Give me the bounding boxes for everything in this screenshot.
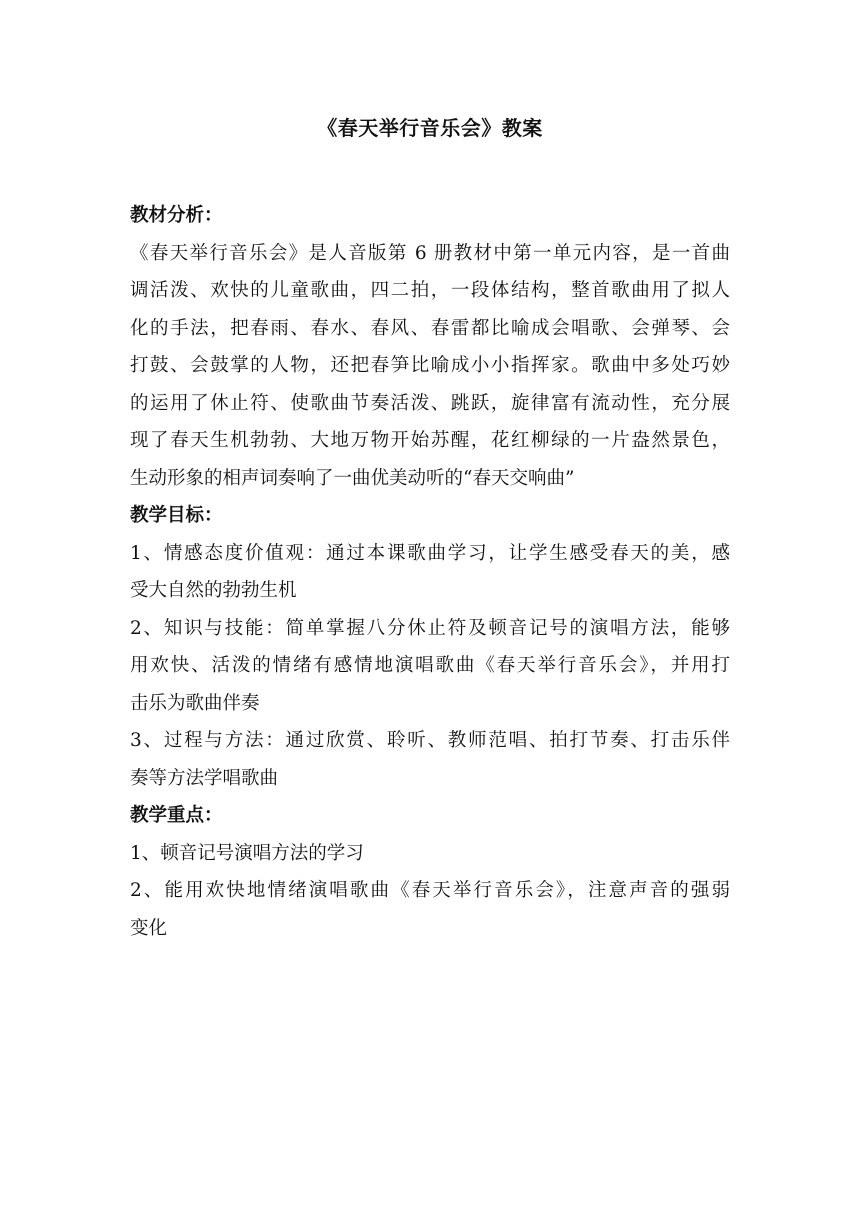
goal-line: 受大自然的勃勃生机 [130,580,297,601]
section-heading-keypoints: 教学重点： [130,805,223,826]
analysis-line: 打鼓、会鼓掌的人物，还把春笋比喻成小小指挥家。歌曲中多处巧妙 [130,355,730,376]
goal-line: 击乐为歌曲伴奏 [130,692,260,714]
analysis-line: 现了春天生机勃勃、大地万物开始苏醒，花红柳绿的一片盎然景色， [130,430,730,451]
goal-item-2 [130,610,730,723]
analysis-line: 化的手法，把春雨、春水、春风、春雷都比喻成会唱歌、会弹琴、会 [130,317,730,339]
keypoint-line: 2、能用欢快地情绪演唱歌曲《春天举行音乐会》，注意声音的强弱 [130,880,730,901]
document-title: 《春天举行音乐会》教案 [317,116,543,140]
goal-line: 奏等方法学唱歌曲 [130,767,279,789]
goal-line: 3、过程与方法：通过欣赏、聆听、教师范唱、拍打节奏、打击乐伴 [130,730,730,751]
goal-item-1 [130,535,730,610]
document-body [130,197,730,947]
section-heading-analysis: 教材分析： [130,205,223,226]
keypoint-item-1 [130,835,730,873]
goal-item-3 [130,722,730,797]
goal-line: 2、知识与技能：简单掌握八分休止符及顿音记号的演唱方法，能够 [130,617,730,639]
goal-line: 1、情感态度价值观：通过本课歌曲学习，让学生感受春天的美，感 [130,542,730,564]
goal-line: 用欢快、活泼的情绪有感情地演唱歌曲《春天举行音乐会》，并用打 [130,655,730,676]
analysis-line: 的运用了休止符、使歌曲节奏活泼、跳跃，旋律富有流动性，充分展 [130,392,730,414]
analysis-line: 《春天举行音乐会》是人音版第 6 册教材中第一单元内容，是一首曲 [130,242,730,264]
keypoint-line: 变化 [130,917,168,939]
analysis-paragraph [130,235,730,498]
section-heading-goals: 教学目标： [130,505,223,526]
analysis-line: 生动形象的相声词奏响了一曲优美动听的“春天交响曲” [130,467,575,489]
keypoint-item-2 [130,872,730,947]
analysis-line: 调活泼、欢快的儿童歌曲，四二拍，一段体结构，整首歌曲用了拟人 [130,280,730,301]
keypoint-line: 1、顿音记号演唱方法的学习 [130,842,364,864]
